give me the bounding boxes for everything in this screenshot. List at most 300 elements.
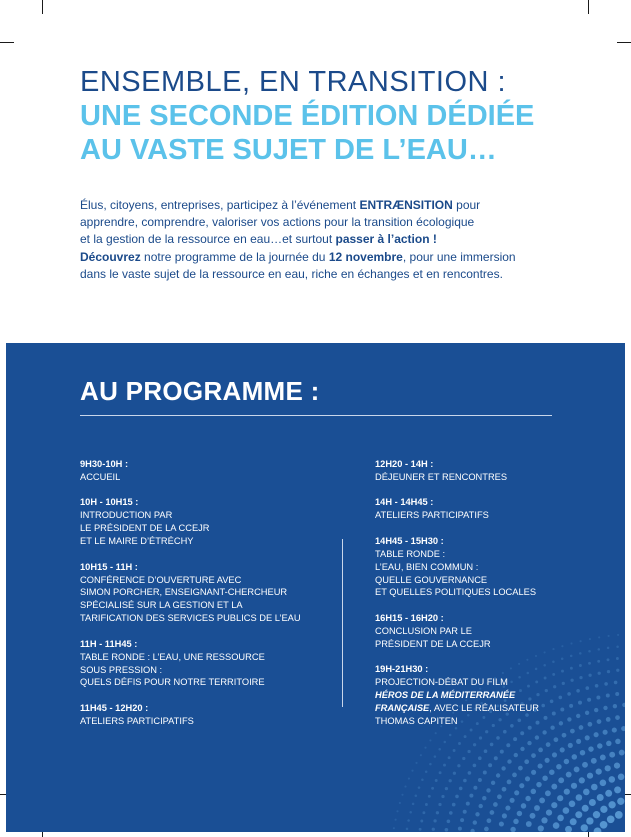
decoration-dot [607, 658, 610, 661]
decoration-dot [549, 769, 554, 774]
decoration-dot [501, 766, 505, 770]
decoration-dot [463, 810, 467, 814]
programme-description: THOMAS CAPITEN [375, 715, 458, 726]
decoration-dot [557, 815, 564, 822]
intro-text: et la gestion de la ressource en eau…et surtout [80, 232, 336, 247]
programme-item [375, 496, 575, 522]
decoration-dot [606, 717, 611, 722]
decoration-dot [597, 794, 604, 801]
decoration-dot [460, 818, 464, 822]
decoration-dot [551, 802, 557, 808]
decoration-dot [545, 790, 551, 796]
decoration-dot [530, 813, 536, 819]
decoration-dot [436, 811, 439, 814]
decoration-dot [453, 749, 456, 752]
decoration-dot [596, 696, 600, 700]
decoration-dot [619, 750, 625, 756]
decoration-dot [568, 743, 573, 748]
decoration-dot [513, 819, 518, 824]
intro-text: apprendre, comprendre, valoriser vos actions pour la transition écologique [80, 215, 475, 230]
decoration-dot [453, 772, 456, 775]
decoration-dot [502, 787, 507, 792]
decoration-dot [507, 780, 512, 785]
programme-description: , AVEC LE RÉALISATEUR [429, 702, 539, 713]
title-line-3: AU VASTE SUJET DE L’EAU… [80, 134, 497, 166]
decoration-dot [579, 664, 582, 667]
decoration-dot [557, 795, 563, 801]
decoration-dot [502, 813, 507, 818]
film-title: HÉROS DE LA MÉDITERRANÉE [375, 690, 516, 701]
decoration-dot [490, 743, 494, 747]
crop-mark [42, 0, 43, 14]
decoration-dot [558, 777, 564, 783]
decoration-dot [521, 803, 526, 808]
decoration-dot [505, 805, 510, 810]
decoration-dot [617, 798, 624, 805]
decoration-dot [605, 765, 611, 771]
decoration-dot [615, 811, 623, 819]
decoration-dot [425, 771, 428, 774]
programme-title: AU PROGRAMME : [80, 376, 320, 406]
decoration-dot [534, 805, 540, 811]
decoration-dot [609, 752, 615, 758]
decoration-dot [455, 795, 459, 799]
decoration-dot [525, 796, 530, 801]
decoration-dot [411, 770, 413, 772]
decoration-dot [486, 788, 490, 792]
decoration-dot [466, 802, 470, 806]
decoration-dot [576, 739, 581, 744]
decoration-dot [507, 759, 511, 763]
decoration-dot [597, 719, 602, 724]
decoration-dot [418, 786, 421, 789]
programme-description: ACCUEIL [80, 471, 121, 482]
decoration-dot [596, 768, 602, 774]
decoration-dot [484, 827, 489, 832]
decoration-dot [432, 828, 435, 831]
decoration-dot [608, 635, 610, 637]
decoration-dot [406, 828, 409, 831]
decoration-dot [569, 801, 576, 808]
decoration-dot [564, 789, 570, 795]
programme-time: 19H-21H30 : [375, 664, 429, 675]
decoration-dot [538, 825, 544, 831]
decoration-dot [580, 750, 585, 755]
decoration-dot [445, 828, 449, 832]
decoration-dot [589, 638, 591, 640]
decoration-dot [600, 754, 606, 760]
decoration-dot [431, 787, 434, 790]
decoration-dot [538, 748, 543, 753]
decoration-dot [531, 753, 536, 758]
intro-paragraph [80, 197, 560, 283]
decoration-dot [585, 686, 589, 690]
decoration-dot [433, 819, 436, 822]
decoration-dot [574, 766, 580, 772]
decoration-dot [579, 725, 584, 730]
decoration-dot [448, 756, 451, 759]
decoration-dot [439, 771, 442, 774]
decoration-dot [395, 819, 397, 821]
decoration-dot [409, 811, 412, 814]
programme-description: L’EAU, BIEN COMMUN : [375, 561, 479, 572]
decoration-dot [585, 735, 590, 740]
decoration-dot [542, 775, 547, 780]
decoration-dot [614, 681, 618, 685]
decoration-dot [435, 779, 438, 782]
decoration-dot [458, 742, 461, 745]
decoration-dot [571, 783, 577, 789]
decoration-dot [617, 634, 619, 636]
decoration-dot [588, 746, 593, 751]
crop-mark [588, 0, 589, 14]
decoration-dot [616, 645, 619, 648]
decoration-dot [556, 764, 561, 769]
programme-description: SOUS PRESSION : [80, 664, 163, 675]
decoration-dot [564, 759, 569, 764]
decoration-dot [588, 722, 593, 727]
programme-description: ATELIERS PARTICIPATIFS [375, 510, 489, 521]
decoration-dot [613, 704, 617, 708]
programme-time: 12H20 - 14H : [375, 459, 434, 469]
decoration-dot [609, 776, 616, 783]
decoration-dot [493, 802, 498, 807]
decoration-dot [580, 640, 582, 642]
programme-description: ATELIERS PARTICIPATIFS [80, 715, 194, 726]
decoration-dot [526, 821, 532, 827]
decoration-dot [621, 726, 625, 731]
decoration-dot [581, 824, 588, 831]
decoration-dot [491, 781, 495, 785]
decoration-dot [488, 763, 492, 767]
decoration-dot [469, 794, 473, 798]
decoration-dot [607, 647, 610, 650]
title-line-1: ENSEMBLE, EN TRANSITION : [80, 66, 507, 98]
decoration-dot [506, 743, 510, 747]
programme-description: SPÉCIALISÉ SUR LA GESTION ET LA [80, 600, 243, 611]
decoration-dot [500, 750, 504, 754]
decoration-dot [487, 818, 492, 823]
decoration-dot [583, 789, 590, 796]
page-title [80, 66, 580, 167]
decoration-dot [415, 794, 418, 797]
decoration-dot [551, 784, 557, 790]
decoration-dot [479, 804, 483, 808]
decoration-dot [459, 787, 463, 791]
programme-description: SIMON PORCHER, ENSEIGNANT-CHERCHEUR [80, 587, 288, 598]
decoration-dot [457, 764, 460, 767]
decoration-dot [475, 812, 479, 816]
programme-description: LE PRÉSIDENT DE LA CCEJR [80, 523, 210, 534]
decoration-dot [588, 674, 591, 677]
decoration-dot [591, 784, 598, 791]
decoration-dot [478, 778, 482, 782]
decoration-dot [399, 802, 401, 804]
decoration-dot [563, 807, 570, 814]
decoration-dot [531, 789, 536, 794]
intro-text: dans le vaste sujet de la ressource en eau, riche en échanges et en rencontres. [80, 266, 503, 281]
programme-description: TARIFICATION DES SERVICES PUBLICS DE L’EAU [80, 613, 301, 624]
decoration-dot [589, 799, 596, 806]
crop-mark [617, 42, 631, 43]
intro-emphasis: passer à l’action ! [335, 232, 437, 247]
programme-description: INTRODUCTION PAR [80, 510, 173, 521]
decoration-dot [582, 762, 588, 768]
decoration-dot [499, 821, 504, 826]
decoration-dot [603, 706, 607, 710]
decoration-dot [541, 817, 547, 823]
decoration-dot [614, 762, 620, 768]
decoration-dot [415, 762, 417, 764]
decoration-dot [594, 708, 598, 712]
decoration-dot [600, 806, 607, 813]
decoration-dot [579, 676, 582, 679]
decoration-dot [606, 694, 610, 698]
programme-item [80, 638, 360, 690]
decoration-dot [552, 752, 557, 757]
programme-description: CONCLUSION PAR LE [375, 625, 472, 636]
decoration-dot [600, 821, 608, 829]
decoration-dot [546, 809, 552, 815]
decoration-dot [518, 766, 523, 771]
programme-item [80, 561, 360, 626]
programme-item [80, 702, 360, 728]
decoration-dot [582, 805, 589, 812]
decoration-dot [520, 747, 524, 751]
programme-item [375, 458, 575, 484]
decoration-dot [473, 764, 477, 768]
decoration-dot [408, 778, 410, 780]
decoration-dot [412, 803, 415, 806]
decoration-dot [612, 728, 617, 733]
decoration-dot [603, 730, 608, 735]
decoration-dot [419, 828, 422, 831]
programme-item [80, 496, 360, 548]
decoration-dot [598, 648, 601, 651]
decoration-dot [525, 776, 530, 781]
decoration-dot [553, 822, 560, 829]
decoration-dot [604, 682, 608, 686]
decoration-dot [600, 780, 607, 787]
programme-description: QUELS DÉFIS POUR NOTRE TERRITOIRE [80, 677, 265, 688]
decoration-dot [443, 764, 446, 767]
decoration-dot [545, 758, 550, 763]
decoration-dot [452, 803, 456, 807]
decoration-dot [616, 669, 619, 672]
decoration-dot [393, 827, 395, 829]
decoration-dot [473, 786, 477, 790]
decoration-dot [467, 750, 470, 753]
programme-column-left [80, 458, 360, 740]
decoration-dot [490, 810, 495, 815]
programme-time: 11H45 - 12H20 : [80, 702, 149, 713]
decoration-dot [510, 798, 515, 803]
decoration-dot [576, 714, 580, 718]
programme-item [375, 535, 575, 600]
programme-time: 10H15 - 11H : [80, 561, 138, 572]
decoration-dot [588, 662, 591, 665]
decoration-dot [462, 757, 465, 760]
decoration-dot [579, 652, 582, 655]
decoration-dot [517, 811, 522, 816]
decoration-dot [401, 794, 403, 796]
decoration-dot [482, 796, 486, 800]
programme-time: 14H - 14H45 : [375, 497, 434, 508]
decoration-dot [575, 811, 582, 818]
programme-description: ET LE MAIRE D’ÉTRÉCHY [80, 536, 194, 547]
decoration-dot [420, 754, 422, 756]
decoration-dot [514, 753, 518, 757]
decoration-dot [593, 811, 600, 818]
decoration-dot [422, 811, 425, 814]
decoration-dot [468, 771, 472, 775]
programme-description: QUELLE GOUVERNANCE [375, 574, 488, 585]
decoration-dot [595, 684, 599, 688]
decoration-dot [496, 773, 500, 777]
programme-description: ET QUELLES POLITIQUES LOCALES [375, 587, 537, 598]
film-title: FRANÇAISE [375, 702, 430, 713]
programme-time: 14H45 - 15H30 : [375, 535, 444, 546]
decoration-dot [473, 743, 476, 746]
decoration-dot [497, 794, 502, 799]
decoration-dot [447, 819, 451, 823]
intro-text: , pour une immersion [402, 249, 516, 264]
programme-time: 10H - 10H15 : [80, 497, 139, 508]
decoration-dot [424, 747, 426, 749]
decoration-dot [597, 660, 600, 663]
programme-description: PRÉSIDENT DE LA CCEJR [375, 638, 491, 649]
decoration-dot [614, 786, 621, 793]
title-divider [80, 415, 552, 416]
decoration-dot [445, 787, 448, 790]
decoration-dot [546, 742, 551, 747]
intro-emphasis: Découvrez [80, 249, 141, 264]
decoration-dot [616, 657, 619, 660]
decoration-dot [570, 818, 577, 825]
decoration-dot [536, 782, 541, 787]
decoration-dot [421, 778, 424, 781]
decoration-dot [478, 756, 482, 760]
decoration-dot [578, 701, 582, 705]
decoration-dot [531, 770, 536, 775]
decoration-dot [560, 747, 565, 752]
decoration-dot [449, 779, 452, 782]
decoration-dot [622, 703, 625, 707]
decoration-dot [407, 819, 410, 822]
decoration-dot [598, 636, 600, 638]
decoration-dot [404, 786, 406, 788]
crop-mark [0, 42, 14, 43]
decoration-dot [586, 817, 593, 824]
decoration-dot [396, 810, 398, 812]
intro-text: pour [452, 198, 481, 212]
decoration-dot [441, 795, 444, 798]
programme-description: CONFÉRENCE D’OUVERTURE AVEC [80, 574, 242, 585]
decoration-dot [512, 773, 517, 778]
column-divider [342, 539, 343, 707]
decoration-dot [608, 801, 615, 808]
decoration-dot [438, 748, 441, 751]
intro-text: notre programme de la journée du [140, 249, 329, 264]
decoration-dot [494, 756, 498, 760]
decoration-dot [444, 741, 447, 744]
programme-description: TABLE RONDE : L’EAU, UNE RESSOURCE [80, 651, 265, 662]
decoration-dot [429, 763, 432, 766]
decoration-dot [615, 715, 620, 720]
programme-item [375, 612, 575, 651]
decoration-dot [425, 803, 428, 806]
decoration-dot [587, 698, 591, 702]
decoration-dot [572, 754, 577, 759]
decoration-dot [606, 741, 611, 746]
programme-panel [6, 343, 625, 832]
intro-text: Élus, citoyens, entreprises, participez à l’événement [80, 198, 360, 212]
decoration-dot [585, 711, 589, 715]
title-line-2: UNE SECONDE ÉDITION DÉDIÉE [80, 100, 535, 132]
decoration-dot [566, 772, 572, 778]
decoration-dot [428, 795, 431, 798]
decoration-dot [576, 689, 580, 693]
decoration-dot [615, 692, 619, 696]
decoration-dot [594, 732, 599, 737]
decoration-dot [484, 749, 488, 753]
event-brand: ENTRÆNSITION [359, 198, 453, 212]
decoration-dot [605, 790, 612, 797]
decoration-dot [470, 829, 474, 832]
decoration-dot [473, 820, 477, 824]
programme-column-right [375, 458, 575, 740]
decoration-dot [438, 803, 441, 806]
decoration-dot [587, 773, 593, 779]
decoration-dot [618, 774, 625, 781]
programme-description: DÉJEUNER ET RENCONTRES [375, 471, 508, 482]
decoration-dot [514, 790, 519, 795]
decoration-dot [524, 759, 529, 764]
decoration-dot [510, 827, 515, 832]
decoration-dot [607, 815, 615, 823]
decoration-dot [434, 755, 437, 758]
decoration-dot [483, 771, 487, 775]
decoration-dot [597, 743, 602, 748]
decoration-dot [588, 650, 591, 653]
programme-item [375, 663, 575, 728]
decoration-dot [591, 758, 597, 764]
film-line [375, 702, 575, 715]
decoration-dot [458, 827, 462, 831]
decoration-dot [539, 797, 545, 803]
decoration-dot [538, 764, 543, 769]
decoration-dot [615, 739, 620, 744]
decoration-dot [576, 794, 583, 801]
decoration-dot [519, 783, 524, 788]
programme-time: 11H - 11H45 : [80, 638, 138, 649]
decoration-dot [449, 811, 453, 815]
programme-description: PROJECTION-DÉBAT DU FILM [375, 677, 508, 688]
decoration-dot [527, 741, 531, 745]
programme-time: 16H15 - 16H20 : [375, 612, 444, 623]
programme-description: TABLE RONDE : [375, 548, 446, 559]
decoration-dot [594, 827, 602, 832]
decoration-dot [420, 820, 423, 823]
decoration-dot [598, 672, 601, 675]
decoration-dot [565, 826, 572, 832]
decoration-dot [463, 779, 467, 783]
event-date: 12 novembre [328, 249, 403, 264]
decoration-dot [579, 777, 585, 783]
programme-item [80, 458, 360, 484]
programme-time: 9H30-10H : [80, 459, 129, 469]
decoration-dot [607, 670, 610, 673]
